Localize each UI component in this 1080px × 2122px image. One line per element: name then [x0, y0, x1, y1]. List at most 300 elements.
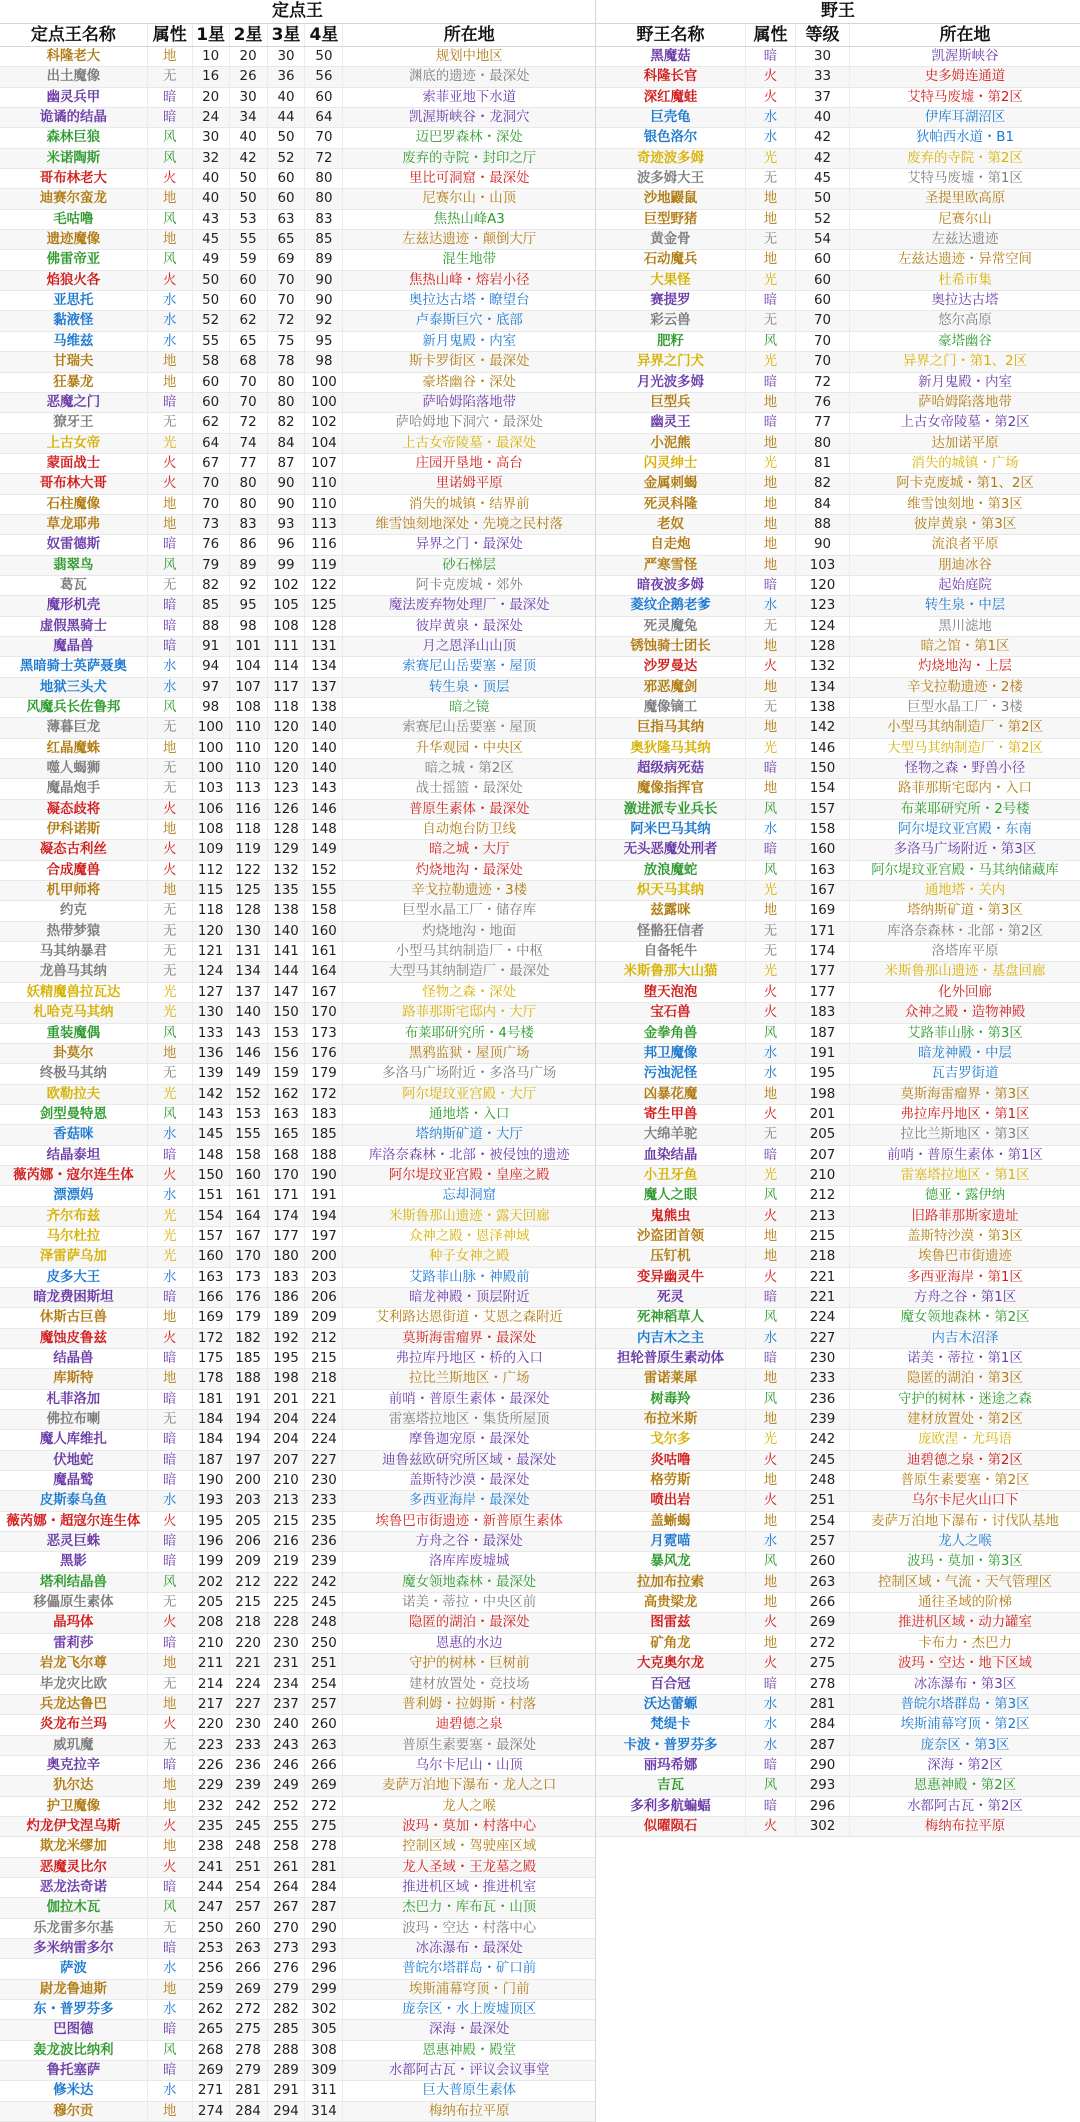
boss-name-cell: 巨壳龟 [596, 108, 746, 127]
boss-name-cell: 塔利结晶兽 [0, 1573, 148, 1592]
star-2-cell: 125 [230, 881, 268, 900]
location-cell: 萨哈姆陷落地带 [422, 394, 517, 410]
attribute-cell: 无 [746, 698, 796, 717]
star-4-cell: 140 [305, 718, 343, 737]
star-1-cell: 24 [193, 108, 230, 127]
table-row [596, 189, 1080, 209]
table-row [596, 983, 1080, 1003]
attribute-cell: 地 [746, 1634, 796, 1653]
location-cell: 莫斯海雷瘤界・最深处 [402, 1330, 537, 1346]
star-4-cell: 194 [305, 1207, 343, 1226]
star-3-cell: 246 [268, 1756, 306, 1775]
star-2-cell: 68 [230, 352, 268, 371]
attribute-cell: 光 [746, 352, 796, 371]
header-star-3: 3星 [268, 24, 306, 46]
star-3-cell: 60 [268, 169, 306, 188]
attribute-cell: 暗 [746, 47, 796, 66]
header-star-4: 4星 [305, 24, 343, 46]
boss-name-cell: 森林巨狼 [0, 128, 148, 147]
boss-name-cell: 幽灵兵甲 [0, 88, 148, 107]
star-3-cell: 80 [268, 393, 306, 412]
star-3-cell: 198 [268, 1369, 306, 1388]
table-row [0, 1573, 595, 1593]
star-2-cell: 227 [230, 1695, 268, 1714]
level-cell: 245 [796, 1451, 850, 1470]
table-row [0, 291, 595, 311]
location-cell: 莫斯海雷瘤界・第3区 [900, 1086, 1030, 1102]
level-cell: 50 [796, 189, 850, 208]
table-row [0, 1532, 595, 1552]
table-row [0, 1268, 595, 1288]
boss-name-cell: 薇芮娜・超寇尔连生体 [0, 1512, 148, 1531]
table-row [0, 1064, 595, 1084]
boss-name-cell: 马其纳暴君 [0, 942, 148, 961]
boss-name-cell: 锈蚀骑士团长 [596, 637, 746, 656]
star-4-cell: 257 [305, 1695, 343, 1714]
attribute-cell: 水 [746, 596, 796, 615]
location-cell: 战士摇篮・最深处 [415, 781, 523, 797]
level-cell: 160 [796, 840, 850, 859]
attribute-cell: 地 [148, 1980, 193, 1999]
attribute-cell: 风 [746, 332, 796, 351]
star-4-cell: 179 [305, 1064, 343, 1083]
star-1-cell: 244 [193, 1878, 230, 1897]
star-4-cell: 212 [305, 1329, 343, 1348]
star-4-cell: 287 [305, 1898, 343, 1917]
attribute-cell: 火 [148, 1166, 193, 1185]
star-2-cell: 60 [230, 271, 268, 290]
boss-name-cell: 奥狄隆马其纳 [596, 739, 746, 758]
table-row [596, 210, 1080, 230]
level-cell: 284 [796, 1715, 850, 1734]
boss-name-cell: 诡谲的结晶 [0, 108, 148, 127]
star-4-cell: 172 [305, 1085, 343, 1104]
star-2-cell: 95 [230, 596, 268, 615]
star-3-cell: 186 [268, 1288, 306, 1307]
table-row [0, 373, 595, 393]
star-4-cell: 176 [305, 1044, 343, 1063]
location-cell: 艾路菲山脉・神殿前 [408, 1269, 530, 1285]
star-2-cell: 110 [230, 759, 268, 778]
location-cell: 埃鲁巴市街遗迹 [918, 1249, 1012, 1265]
star-3-cell: 82 [268, 413, 306, 432]
table-row [596, 1349, 1080, 1369]
star-2-cell: 215 [230, 1593, 268, 1612]
star-1-cell: 232 [193, 1797, 230, 1816]
star-1-cell: 127 [193, 983, 230, 1002]
star-4-cell: 308 [305, 2041, 343, 2060]
star-3-cell: 234 [268, 1675, 306, 1694]
attribute-cell: 水 [148, 2081, 193, 2100]
star-1-cell: 43 [193, 210, 230, 229]
star-2-cell: 118 [230, 820, 268, 839]
star-1-cell: 70 [193, 474, 230, 493]
table-row [596, 1308, 1080, 1328]
table-row [596, 1044, 1080, 1064]
boss-name-cell: 盖蜥蝎 [596, 1512, 746, 1531]
boss-name-cell: 米斯鲁那大山猫 [596, 962, 746, 981]
table-row [0, 1959, 595, 1979]
boss-name-cell: 凶暴花魔 [596, 1085, 746, 1104]
star-2-cell: 221 [230, 1654, 268, 1673]
table-row [0, 1695, 595, 1715]
boss-name-cell: 魔人之眼 [596, 1186, 746, 1205]
location-cell: 建材放置处・第2区 [907, 1412, 1023, 1428]
star-2-cell: 251 [230, 1858, 268, 1877]
star-4-cell: 110 [305, 474, 343, 493]
table-row [0, 495, 595, 515]
location-cell: 冰冻瀑布・最深处 [415, 1940, 523, 1956]
star-2-cell: 158 [230, 1146, 268, 1165]
location-cell: 埃鲁巴市街遗迹・新普原生素体 [375, 1513, 563, 1529]
star-2-cell: 92 [230, 576, 268, 595]
attribute-cell: 地 [746, 250, 796, 269]
boss-name-cell: 恶龙法奇诺 [0, 1878, 148, 1897]
table-row [0, 108, 595, 128]
attribute-cell: 暗 [148, 1939, 193, 1958]
location-cell: 通地塔・关内 [924, 883, 1006, 899]
location-cell: 隐匿的湖泊・最深处 [408, 1615, 530, 1631]
star-3-cell: 118 [268, 698, 306, 717]
location-cell: 迈巴罗森林・深处 [415, 130, 523, 146]
star-4-cell: 125 [305, 596, 343, 615]
location-cell: 焦热山峰A3 [433, 211, 505, 227]
table-row [596, 1573, 1080, 1593]
level-cell: 42 [796, 149, 850, 168]
level-cell: 103 [796, 556, 850, 575]
star-1-cell: 133 [193, 1024, 230, 1043]
attribute-cell: 地 [746, 1573, 796, 1592]
star-2-cell: 40 [230, 128, 268, 147]
star-2-cell: 62 [230, 311, 268, 330]
attribute-cell: 火 [148, 271, 193, 290]
location-cell: 推进机区域・推进机室 [402, 1879, 537, 1895]
location-cell: 方舟之谷・第1区 [913, 1289, 1017, 1305]
attribute-cell: 地 [148, 1308, 193, 1327]
boss-name-cell: 佛雷帝亚 [0, 250, 148, 269]
star-4-cell: 173 [305, 1024, 343, 1043]
star-2-cell: 170 [230, 1247, 268, 1266]
star-4-cell: 160 [305, 922, 343, 941]
attribute-cell: 暗 [148, 1349, 193, 1368]
boss-name-cell: 死神稻草人 [596, 1308, 746, 1327]
star-1-cell: 106 [193, 800, 230, 819]
star-1-cell: 268 [193, 2041, 230, 2060]
table-row [0, 1349, 595, 1369]
attribute-cell: 风 [148, 2041, 193, 2060]
star-3-cell: 60 [268, 189, 306, 208]
table-row [596, 1268, 1080, 1288]
level-cell: 33 [796, 67, 850, 86]
star-4-cell: 146 [305, 800, 343, 819]
star-2-cell: 113 [230, 779, 268, 798]
star-3-cell: 90 [268, 474, 306, 493]
attribute-cell: 地 [746, 779, 796, 798]
boss-name-cell: 沃达蕾螈 [596, 1695, 746, 1714]
level-cell: 212 [796, 1186, 850, 1205]
attribute-cell: 无 [148, 576, 193, 595]
attribute-cell: 光 [746, 962, 796, 981]
star-2-cell: 104 [230, 657, 268, 676]
attribute-cell: 无 [148, 67, 193, 86]
table-row [0, 1878, 595, 1898]
table-row [596, 1491, 1080, 1511]
location-cell: 灼烧地沟・地面 [422, 923, 517, 939]
table-row [596, 515, 1080, 535]
star-2-cell: 203 [230, 1491, 268, 1510]
star-4-cell: 70 [305, 128, 343, 147]
table-row [0, 1003, 595, 1023]
boss-name-cell: 百合冠 [596, 1675, 746, 1694]
boss-name-cell: 机甲师将 [0, 881, 148, 900]
level-cell: 174 [796, 942, 850, 961]
location-cell: 新月鬼殿・内室 [918, 374, 1012, 390]
attribute-cell: 地 [148, 230, 193, 249]
star-3-cell: 129 [268, 840, 306, 859]
star-1-cell: 199 [193, 1552, 230, 1571]
location-cell: 建材放置处・竞技场 [408, 1676, 530, 1692]
star-1-cell: 210 [193, 1634, 230, 1653]
star-1-cell: 20 [193, 88, 230, 107]
boss-name-cell: 大绵羊驼 [596, 1125, 746, 1144]
table-row [596, 1288, 1080, 1308]
star-2-cell: 155 [230, 1125, 268, 1144]
star-3-cell: 213 [268, 1491, 306, 1510]
table-row [596, 311, 1080, 331]
star-4-cell: 122 [305, 576, 343, 595]
boss-name-cell: 深红魔蛙 [596, 88, 746, 107]
attribute-cell: 无 [746, 617, 796, 636]
boss-name-cell: 雷诺莱犀 [596, 1369, 746, 1388]
location-cell: 控制区域・驾驶座区域 [402, 1839, 537, 1855]
star-1-cell: 160 [193, 1247, 230, 1266]
table-row [0, 1247, 595, 1267]
star-3-cell: 117 [268, 678, 306, 697]
attribute-cell: 地 [148, 1369, 193, 1388]
star-2-cell: 134 [230, 962, 268, 981]
boss-name-cell: 大克奥尔龙 [596, 1654, 746, 1673]
level-cell: 70 [796, 332, 850, 351]
star-3-cell: 163 [268, 1105, 306, 1124]
level-cell: 70 [796, 352, 850, 371]
boss-name-cell: 欺龙米缪加 [0, 1837, 148, 1856]
star-1-cell: 238 [193, 1837, 230, 1856]
star-4-cell: 143 [305, 779, 343, 798]
attribute-cell: 火 [746, 657, 796, 676]
star-1-cell: 208 [193, 1613, 230, 1632]
star-4-cell: 218 [305, 1369, 343, 1388]
star-1-cell: 130 [193, 1003, 230, 1022]
star-2-cell: 86 [230, 535, 268, 554]
boss-name-cell: 修米达 [0, 2081, 148, 2100]
attribute-cell: 风 [148, 556, 193, 575]
star-2-cell: 140 [230, 1003, 268, 1022]
star-1-cell: 30 [193, 128, 230, 147]
table-row [596, 1390, 1080, 1410]
location-cell: 守护的树林・巨树前 [408, 1656, 530, 1672]
star-4-cell: 119 [305, 556, 343, 575]
level-cell: 248 [796, 1471, 850, 1490]
location-cell: 诺美・蒂拉・中央区前 [402, 1595, 537, 1611]
table-row [596, 800, 1080, 820]
star-2-cell: 50 [230, 169, 268, 188]
level-cell: 45 [796, 169, 850, 188]
table-row [0, 250, 595, 270]
attribute-cell: 地 [148, 1837, 193, 1856]
field-boss-panel [596, 0, 1080, 2122]
star-3-cell: 207 [268, 1451, 306, 1470]
level-cell: 132 [796, 657, 850, 676]
star-1-cell: 205 [193, 1593, 230, 1612]
location-cell: 转生泉・中层 [924, 598, 1006, 614]
table-row [0, 2081, 595, 2101]
star-2-cell: 164 [230, 1207, 268, 1226]
attribute-cell: 光 [746, 739, 796, 758]
table-row [596, 67, 1080, 87]
star-3-cell: 258 [268, 1837, 306, 1856]
star-1-cell: 253 [193, 1939, 230, 1958]
fixed-boss-title: 定点王 [0, 0, 595, 24]
boss-name-cell: 伏地蛇 [0, 1451, 148, 1470]
star-4-cell: 296 [305, 1959, 343, 1978]
table-row [0, 1125, 595, 1145]
boss-name-cell: 甘瑞夫 [0, 352, 148, 371]
star-4-cell: 134 [305, 657, 343, 676]
star-1-cell: 115 [193, 881, 230, 900]
location-cell: 达加诺平原 [931, 435, 999, 451]
level-cell: 236 [796, 1390, 850, 1409]
star-4-cell: 80 [305, 189, 343, 208]
star-4-cell: 170 [305, 1003, 343, 1022]
level-cell: 275 [796, 1654, 850, 1673]
location-cell: 前哨・普原生素体・最深处 [388, 1391, 550, 1407]
attribute-cell: 地 [746, 556, 796, 575]
attribute-cell: 火 [746, 1207, 796, 1226]
star-2-cell: 188 [230, 1369, 268, 1388]
star-4-cell: 90 [305, 291, 343, 310]
location-cell: 庞奈区・第3区 [920, 1737, 1010, 1753]
boss-name-cell: 库斯特 [0, 1369, 148, 1388]
attribute-cell: 地 [148, 1776, 193, 1795]
location-cell: 异界之门・第1、2区 [902, 354, 1028, 370]
attribute-cell: 地 [148, 47, 193, 66]
boss-name-cell: 炽天马其纳 [596, 881, 746, 900]
star-1-cell: 16 [193, 67, 230, 86]
boss-name-cell: 魔形机壳 [0, 596, 148, 615]
level-cell: 263 [796, 1573, 850, 1592]
location-cell: 黑川滤地 [938, 618, 992, 634]
location-cell: 暗之镜 [449, 700, 490, 715]
star-1-cell: 60 [193, 373, 230, 392]
star-3-cell: 222 [268, 1573, 306, 1592]
location-cell: 普皖尔塔群岛・第3区 [900, 1696, 1030, 1712]
location-cell: 守护的树林・迷途之森 [898, 1391, 1032, 1407]
star-1-cell: 247 [193, 1898, 230, 1917]
header-name: 定点王名称 [0, 24, 148, 46]
star-3-cell: 78 [268, 352, 306, 371]
boss-name-cell: 月霓喵 [596, 1532, 746, 1551]
star-4-cell: 275 [305, 1817, 343, 1836]
table-row [596, 250, 1080, 270]
boss-name-cell: 魔像指挥官 [596, 779, 746, 798]
level-cell: 82 [796, 474, 850, 493]
table-row [0, 434, 595, 454]
table-row [596, 1695, 1080, 1715]
table-row [0, 1980, 595, 2000]
location-cell: 通往圣域的阶梯 [918, 1595, 1012, 1611]
star-1-cell: 262 [193, 2000, 230, 2019]
table-row [596, 393, 1080, 413]
location-cell: 多西亚海岸・第1区 [907, 1269, 1023, 1285]
attribute-cell: 光 [148, 1227, 193, 1246]
location-cell: 维雪蚀刻地・第3区 [907, 496, 1023, 512]
level-cell: 158 [796, 820, 850, 839]
boss-name-cell: 东・普罗芬多 [0, 2000, 148, 2019]
star-4-cell: 293 [305, 1939, 343, 1958]
star-1-cell: 217 [193, 1695, 230, 1714]
location-cell: 艾利路达恩街道・艾恩之森附近 [375, 1310, 563, 1326]
star-1-cell: 49 [193, 250, 230, 269]
table-row [0, 1146, 595, 1166]
boss-name-cell: 灼龙伊戈涅乌斯 [0, 1817, 148, 1836]
header-level: 等级 [796, 24, 850, 46]
star-4-cell: 149 [305, 840, 343, 859]
attribute-cell: 地 [746, 535, 796, 554]
boss-name-cell: 热带梦猿 [0, 922, 148, 941]
location-cell: 里诺姆平原 [435, 476, 503, 492]
table-row [0, 698, 595, 718]
table-row [596, 495, 1080, 515]
boss-name-cell: 焰狼火各 [0, 271, 148, 290]
boss-name-cell: 狂暴龙 [0, 373, 148, 392]
attribute-cell: 地 [746, 189, 796, 208]
star-4-cell: 131 [305, 637, 343, 656]
level-cell: 221 [796, 1268, 850, 1287]
location-cell: 大型马其纳制造厂・最深处 [388, 964, 550, 980]
star-2-cell: 77 [230, 454, 268, 473]
location-cell: 雷塞塔拉地区・集货所屋顶 [388, 1412, 550, 1428]
star-4-cell: 183 [305, 1105, 343, 1124]
location-cell: 乌尔卡尼山・山顶 [415, 1757, 523, 1773]
star-1-cell: 166 [193, 1288, 230, 1307]
star-2-cell: 153 [230, 1105, 268, 1124]
table-row [596, 718, 1080, 738]
level-cell: 163 [796, 861, 850, 880]
star-1-cell: 178 [193, 1369, 230, 1388]
boss-name-cell: 齐尔布兹 [0, 1207, 148, 1226]
location-cell: 水都阿古瓦・评议会议事堂 [388, 2063, 550, 2079]
table-row [0, 230, 595, 250]
star-4-cell: 233 [305, 1491, 343, 1510]
level-cell: 239 [796, 1410, 850, 1429]
boss-name-cell: 哥布林老大 [0, 169, 148, 188]
table-row [0, 1837, 595, 1857]
star-2-cell: 50 [230, 189, 268, 208]
star-4-cell: 158 [305, 901, 343, 920]
table-row [0, 311, 595, 331]
level-cell: 224 [796, 1308, 850, 1327]
attribute-cell: 地 [148, 1695, 193, 1714]
level-cell: 187 [796, 1024, 850, 1043]
level-cell: 52 [796, 210, 850, 229]
boss-name-cell: 噬人蝎狮 [0, 759, 148, 778]
attribute-cell: 地 [746, 1247, 796, 1266]
star-3-cell: 204 [268, 1430, 306, 1449]
location-cell: 新月鬼殿・内室 [422, 333, 517, 349]
attribute-cell: 暗 [148, 1756, 193, 1775]
table-row [0, 739, 595, 759]
attribute-cell: 无 [148, 779, 193, 798]
